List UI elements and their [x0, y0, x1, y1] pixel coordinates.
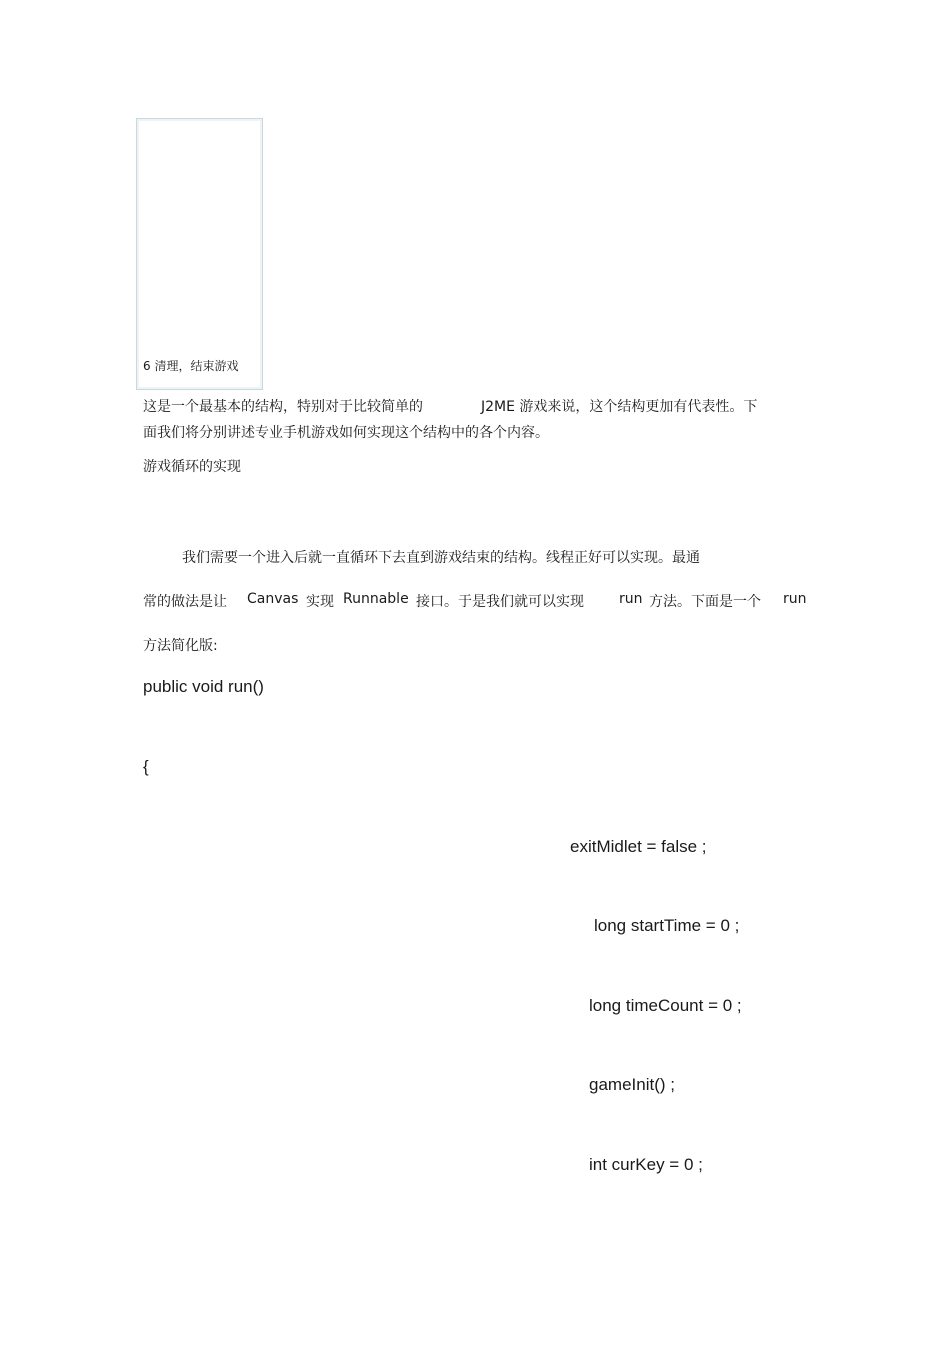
paragraph2-line2-t3: 实现 — [306, 594, 334, 610]
paragraph2-line2-t6: run — [619, 591, 643, 607]
section-heading: 游戏循环的实现 — [143, 459, 241, 475]
paragraph2-line1: 我们需要一个进入后就一直循环下去直到游戏结束的结构。线程正好可以实现。最通 — [182, 550, 700, 566]
paragraph2-line2-t5: 接口。于是我们就可以实现 — [416, 594, 584, 610]
paragraph1-line1-part2: J2ME 游戏来说，这个结构更加有代表性。下 — [481, 399, 758, 415]
code-line-exit: exitMidlet = false ; — [570, 837, 707, 856]
paragraph1-line1-part1: 这是一个最基本的结构，特别对于比较简单的 — [143, 399, 423, 415]
figure-caption: 6 清理，结束游戏 — [143, 359, 239, 373]
paragraph2-line2-t1: 常的做法是让 — [143, 594, 227, 610]
paragraph1-line2: 面我们将分别讲述专业手机游戏如何实现这个结构中的各个内容。 — [143, 425, 549, 441]
figure-frame — [136, 118, 263, 390]
code-line-count: long timeCount = 0 ; — [589, 996, 742, 1015]
code-line-start: long startTime = 0 ; — [594, 916, 740, 935]
paragraph2-line2-t8: run — [783, 591, 807, 607]
paragraph2-line3: 方法简化版: — [143, 638, 218, 654]
code-line-key: int curKey = 0 ; — [589, 1155, 703, 1174]
paragraph2-line2-t4: Runnable — [343, 591, 409, 607]
paragraph2-line2-t7: 方法。下面是一个 — [649, 594, 761, 610]
paragraph2-line2-t2: Canvas — [247, 591, 299, 607]
code-signature: public void run() — [143, 677, 264, 696]
code-open-brace: { — [143, 757, 149, 776]
code-line-init: gameInit() ; — [589, 1075, 675, 1094]
